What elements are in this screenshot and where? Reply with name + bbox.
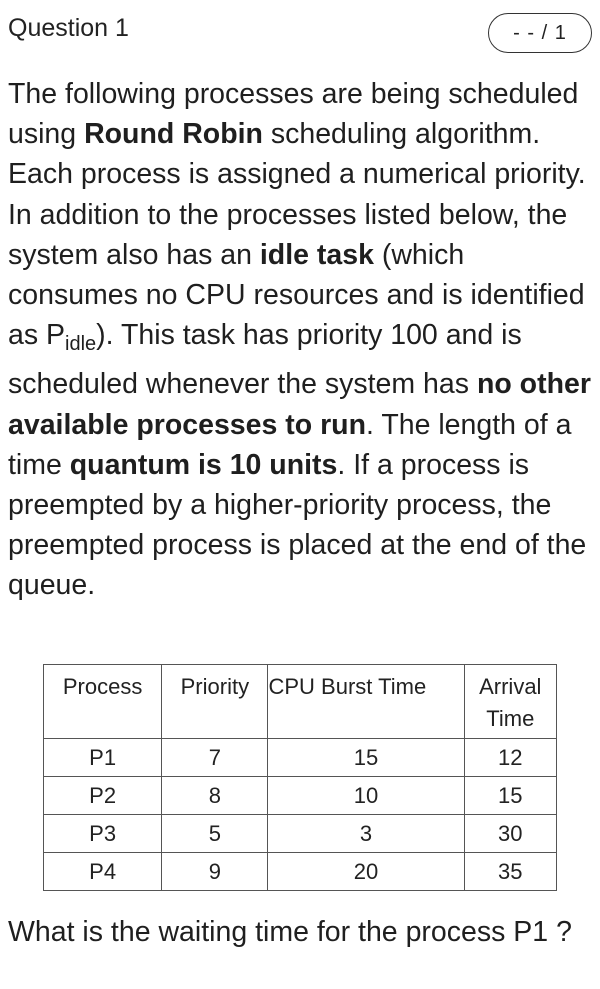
cell-priority: 9 bbox=[162, 853, 268, 891]
body-text-3: (which consumes no CPU resources and is identified as P bbox=[8, 238, 585, 352]
body-text-5: . The length of a time bbox=[8, 408, 572, 481]
cell-burst: 20 bbox=[268, 853, 464, 891]
body-bold-idle-task: idle task bbox=[259, 238, 374, 271]
body-bold-round-robin: Round Robin bbox=[84, 118, 263, 151]
header-arrival: Arrival Time bbox=[464, 665, 556, 739]
header-priority: Priority bbox=[162, 665, 268, 739]
cell-process: P4 bbox=[44, 853, 162, 891]
cell-process: P3 bbox=[44, 815, 162, 853]
question-prompt: What is the waiting time for the process P1 ? bbox=[8, 916, 572, 948]
body-subscript-idle: idle bbox=[65, 333, 97, 356]
table-row bbox=[44, 777, 557, 815]
cell-arrival: 30 bbox=[464, 815, 556, 853]
cell-process: P2 bbox=[44, 777, 162, 815]
cell-burst: 3 bbox=[268, 815, 464, 853]
body-bold-quantum: quantum is 10 units bbox=[69, 448, 338, 481]
cell-arrival: 35 bbox=[464, 853, 556, 891]
table-row bbox=[44, 853, 557, 891]
cell-process: P1 bbox=[44, 739, 162, 777]
question-body bbox=[8, 74, 596, 606]
cell-burst: 10 bbox=[268, 777, 464, 815]
table-row bbox=[44, 815, 557, 853]
cell-burst: 15 bbox=[268, 739, 464, 777]
header-cpu-burst: CPU Burst Time bbox=[268, 665, 464, 739]
table-header-row bbox=[44, 665, 557, 739]
score-badge: - - / 1 bbox=[488, 13, 592, 53]
cell-arrival: 12 bbox=[464, 739, 556, 777]
cell-priority: 5 bbox=[162, 815, 268, 853]
process-table bbox=[43, 664, 557, 891]
cell-arrival: 15 bbox=[464, 777, 556, 815]
body-text-2: scheduling algorithm. Each process is assigned a numerical priority. In addition to the processes listed below, the system also has an bbox=[8, 118, 586, 271]
cell-priority: 8 bbox=[162, 777, 268, 815]
body-text-6: . If a process is preempted by a higher-priority process, the preempted process is placed at the end of the queue. bbox=[8, 448, 587, 602]
body-text-4: ). This task has priority 100 and is scheduled whenever the system has bbox=[8, 319, 522, 401]
body-bold-no-other: no other available processes to run bbox=[8, 368, 591, 441]
header-process: Process bbox=[44, 665, 162, 739]
table-row bbox=[44, 739, 557, 777]
body-text-1: The following processes are being scheduled using bbox=[8, 78, 579, 151]
cell-priority: 7 bbox=[162, 739, 268, 777]
question-header: Question 1 bbox=[8, 14, 129, 42]
